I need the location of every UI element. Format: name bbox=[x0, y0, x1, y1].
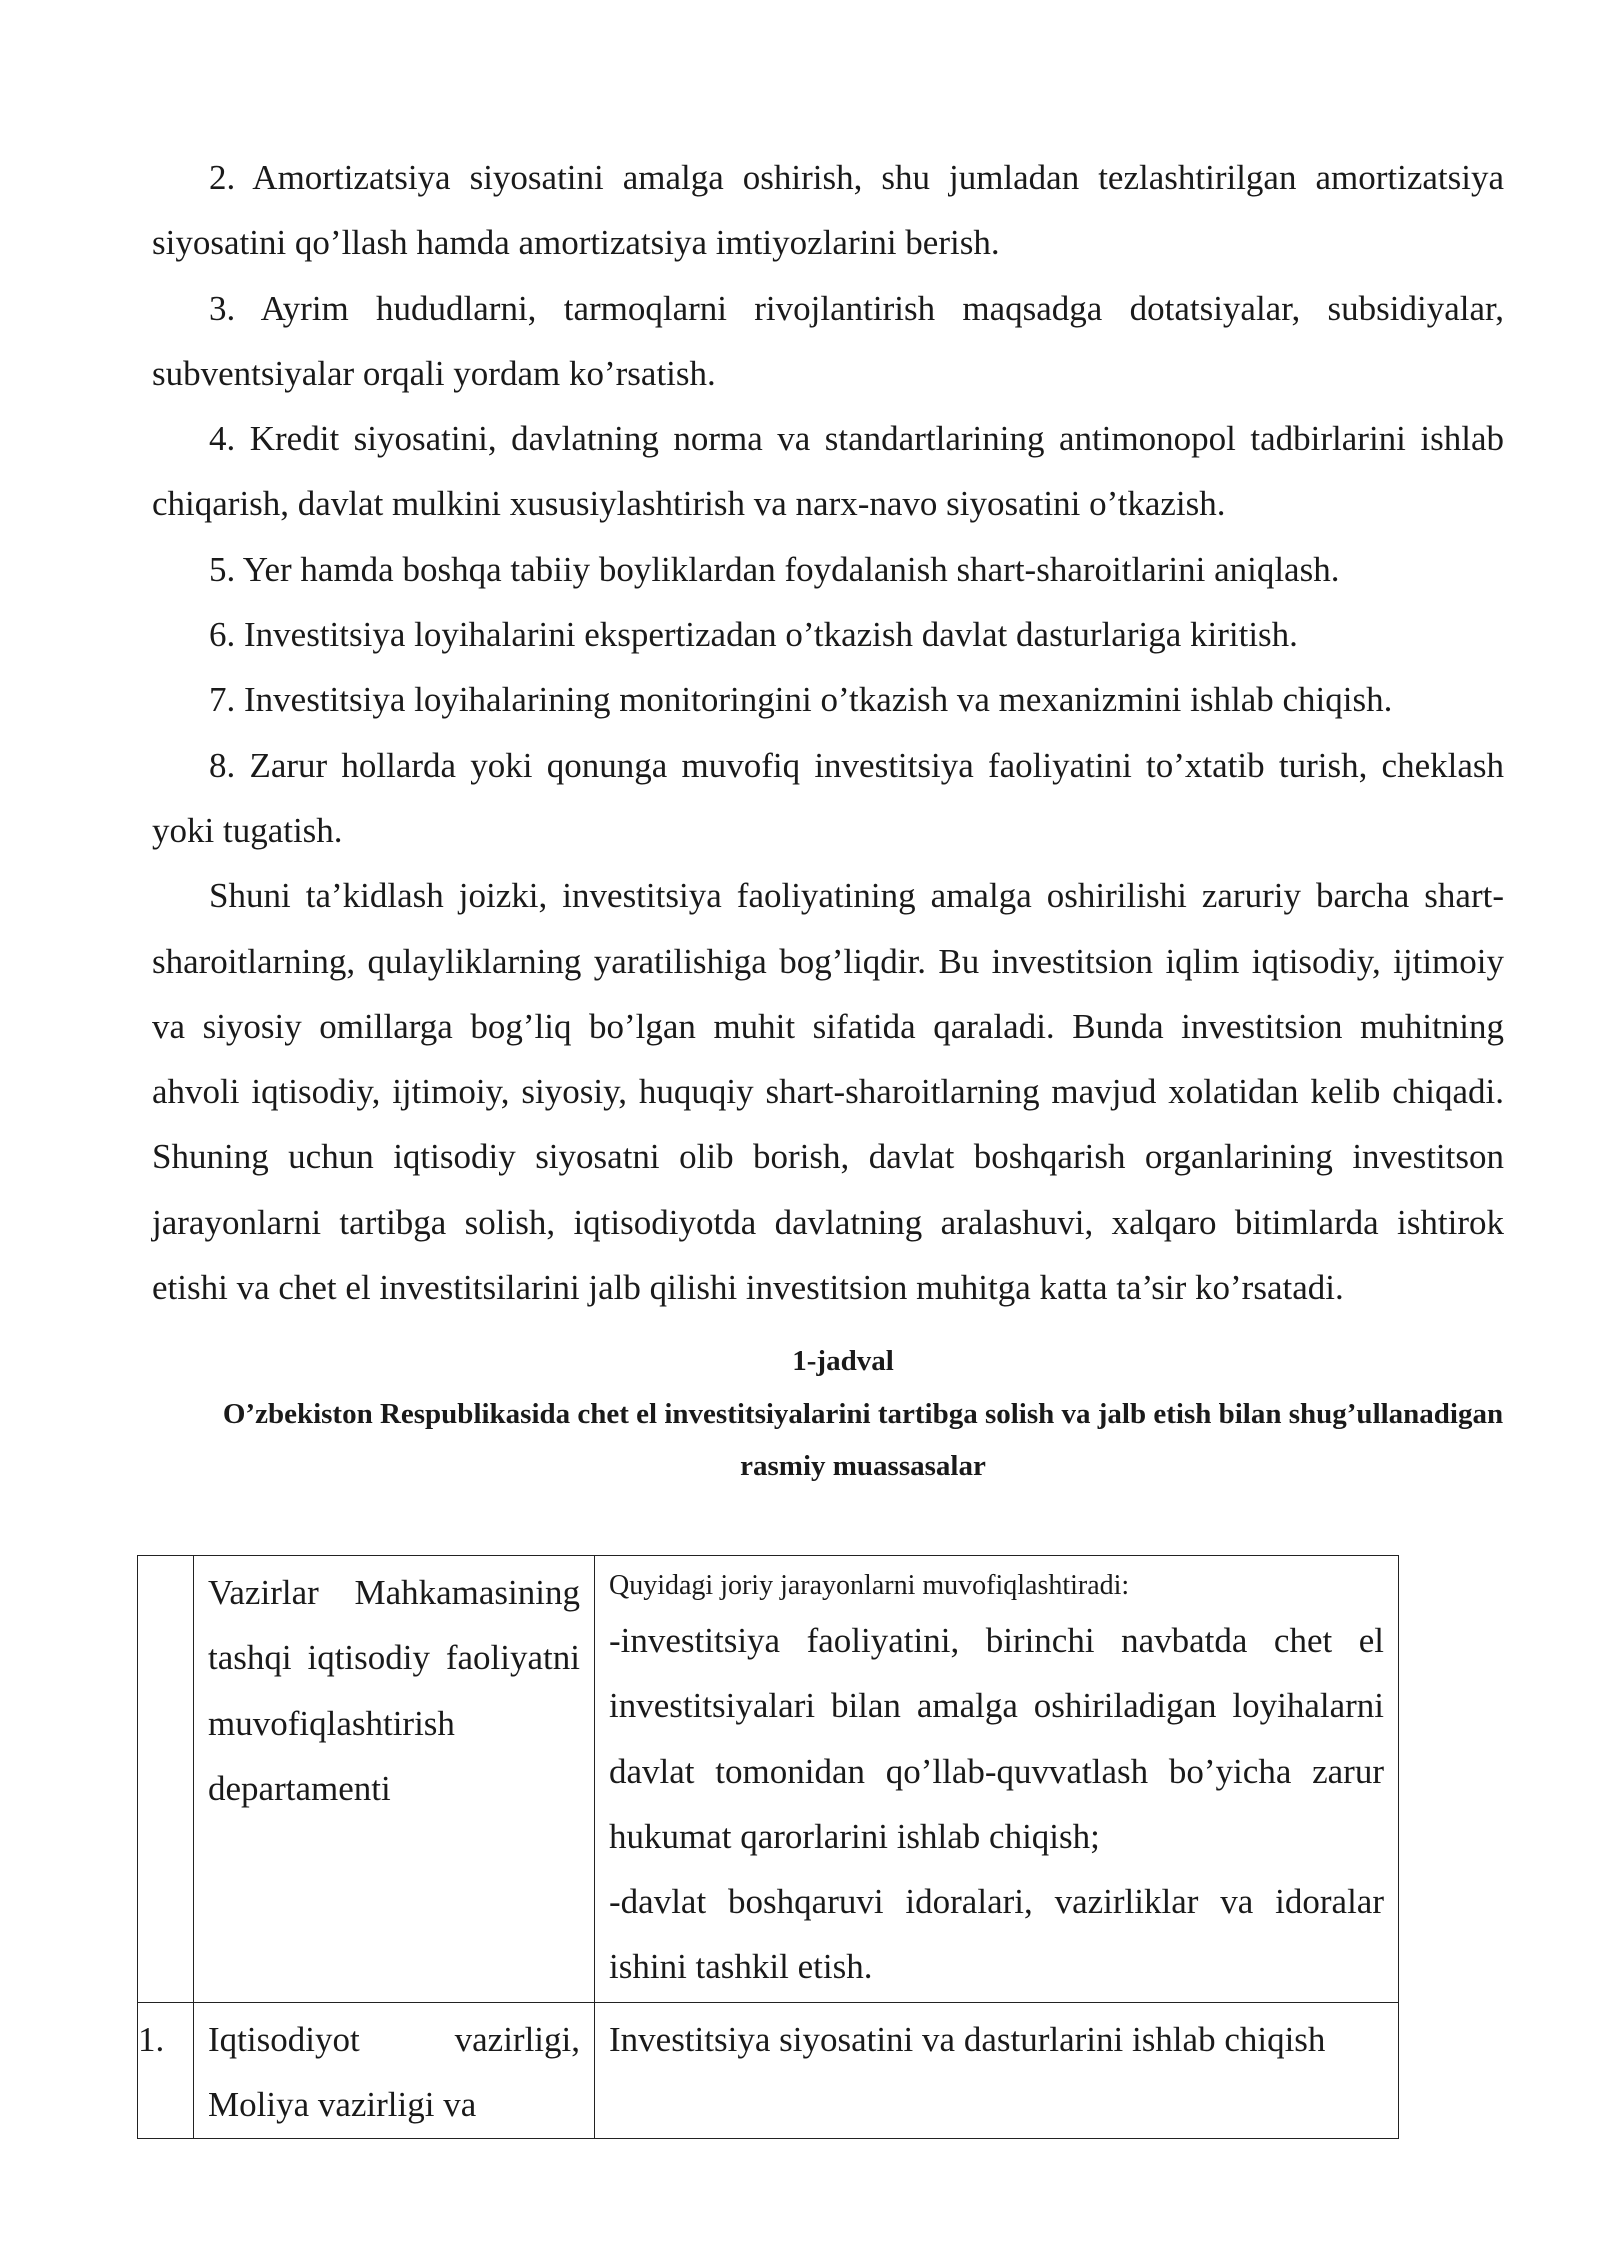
paragraph: 7. Investitsiya loyihalarining monitoringini o’tkazish va mexanizmini ishlab chiqish. bbox=[209, 680, 1393, 720]
duties-cell bbox=[595, 1556, 1399, 2003]
table-row bbox=[138, 2003, 1399, 2139]
paragraph: Shuni ta’kidlash joizki, investitsiya faoliyatining amalga oshirilishi zaruriy barcha shart-sharoitlarning, qulayliklarning yaratilishiga bog’liqdir. Bu investitsion iqlim iqtisodiy, ijtimoiy va siyosiy omillarga bog’liq bo’lgan muhit sifatida qaraladi. Bunda investitsion muhitning ahvoli iqtisodiy, ijtimoiy, siyosiy, huquqiy shart-sharoitlarning mavjud xolatidan kelib chiqadi. Shuning uchun iqtisodiy siyosatni olib borish, davlat boshqarish organlarining investitson jarayonlarni tartibga solish, iqtisodiyotda davlatning aralashuvi, xalqaro bitimlarda ishtirok etishi va chet el investitsilarini jalb qilishi investitsion muhitga katta ta’sir ko’rsatadi. bbox=[152, 876, 1504, 1308]
duties-intro: Quyidagi joriy jarayonlarni muvofiqlashtiradi: bbox=[609, 1570, 1130, 1601]
duties-cell bbox=[595, 2003, 1399, 2139]
institution-cell bbox=[194, 1556, 595, 2003]
paragraph: 2. Amortizatsiya siyosatini amalga oshirish, shu jumladan tezlashtirilgan amortizatsiya siyosatini qo’llash hamda amortizatsiya imtiyozlarini berish. bbox=[152, 158, 1504, 263]
institution-cell bbox=[194, 2003, 595, 2139]
paragraph: 6. Investitsiya loyihalarini ekspertizadan o’tkazish davlat dasturlariga kiritish. bbox=[209, 615, 1298, 655]
table-row bbox=[138, 1556, 1399, 2003]
institutions-table bbox=[137, 1555, 1399, 2139]
row-number-cell bbox=[138, 1556, 194, 2003]
document-page bbox=[152, 145, 1504, 1492]
row-number-cell bbox=[138, 2003, 194, 2139]
institution-name: Iqtisodiyot vazirligi, Moliya vazirligi va bbox=[208, 2020, 580, 2125]
row-number bbox=[138, 1556, 193, 1560]
table-number: 1-jadval bbox=[792, 1345, 894, 1378]
paragraph: 8. Zarur hollarda yoki qonunga muvofiq investitsiya faoliyatini to’xtatib turish, cheklash yoki tugatish. bbox=[152, 745, 1504, 850]
duty-item: Investitsiya siyosatini va dasturlarini ishlab chiqish bbox=[609, 2020, 1326, 2059]
duty-item: -davlat boshqaruvi idoralari, vazirliklar va idoralar ishini tashkil etish. bbox=[609, 1882, 1384, 1987]
paragraph: 3. Ayrim hududlarni, tarmoqlarni rivojlantirish maqsadga dotatsiyalar, subsidiyalar, subventsiyalar orqali yordam ko’rsatish. bbox=[152, 288, 1504, 393]
paragraph: 4. Kredit siyosatini, davlatning norma va standartlarining antimonopol tadbirlarini ishlab chiqarish, davlat mulkini xususiylashtirish va narx-navo siyosatini o’tkazish. bbox=[152, 419, 1504, 524]
institution-name: Vazirlar Mahkamasining tashqi iqtisodiy faoliyatni muvofiqlashtirish departamenti bbox=[208, 1573, 580, 1808]
table-title: O’zbekiston Respublikasida chet el investitsiyalarini tartibga solish va jalb etish bilan shug’ullanadigan rasmiy muassasalar bbox=[222, 1398, 1504, 1483]
paragraph: 5. Yer hamda boshqa tabiiy boyliklardan foydalanish shart-sharoitlarini aniqlash. bbox=[209, 549, 1340, 589]
duty-item: -investitsiya faoliyatini, birinchi navbatda chet el investitsiyalari bilan amalga oshiriladigan loyihalarni davlat tomonidan qo’llab-quvvatlash bo’yicha zarur hukumat qarorlarini ishlab chiqish; bbox=[609, 1621, 1384, 1856]
row-number: 1. bbox=[138, 2020, 165, 2059]
